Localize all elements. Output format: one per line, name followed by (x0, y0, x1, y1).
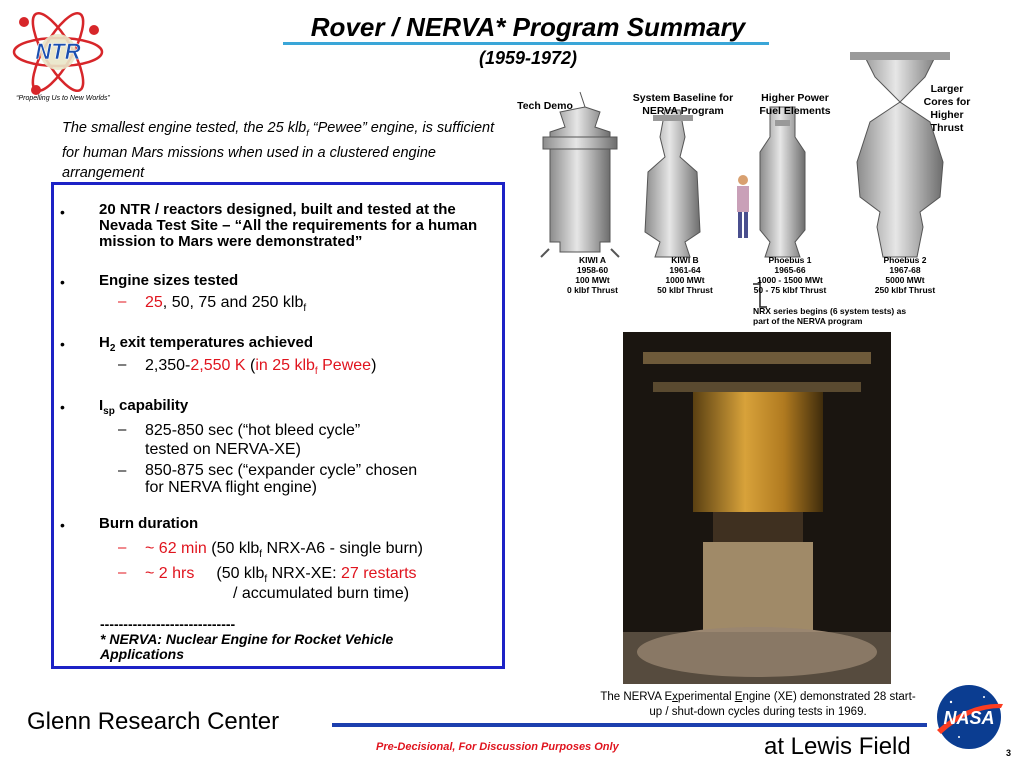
burn-b: NRX-A6 - single burn) (262, 540, 424, 557)
sub-dash: – (118, 421, 127, 438)
cap-kiwi-a (555, 255, 630, 295)
bullet-reactors: 20 NTR / reactors designed, built and tested at the Nevada Test Site – “All the requirements for a human mission to Mars were demonstrated” (99, 201, 478, 250)
phoebus2-power: 5000 MWt (885, 275, 925, 285)
cap-b: perimental (677, 691, 735, 703)
kiwi-b-drawing (645, 110, 700, 257)
logo-text: NTR (35, 39, 81, 64)
photo-caption (596, 690, 920, 720)
person-scale-figure (737, 175, 749, 238)
temp-red: 2,550 K (190, 357, 246, 374)
kiwi-b-thrust: 50 klbf Thrust (657, 285, 713, 295)
slide-subtitle: (1959-1972) (478, 48, 578, 68)
h-char: H (99, 334, 110, 351)
cap-kiwi-b (645, 255, 725, 295)
cap-u2: E (734, 691, 743, 703)
engine-evolution-figure (505, 52, 975, 327)
kiwi-a-drawing (541, 92, 619, 257)
sub-temps (145, 356, 505, 381)
burn-f: f (259, 549, 263, 561)
phoebus2-thrust: 250 klbf Thrust (874, 285, 936, 295)
dash-separator: ----------------------------- (100, 616, 236, 632)
phoebus-1-drawing (760, 107, 805, 257)
phoebus1-power: 1000 - 1500 MWt (757, 275, 823, 285)
footer-disclaimer: Pre-Decisional, For Discussion Purposes Only (376, 741, 619, 753)
phoebus1-name: Phoebus 1 (768, 255, 812, 265)
slide-title: Rover / NERVA* Program Summary (310, 12, 746, 42)
page-number: 3 (1006, 748, 1012, 758)
sub-burn-accum: / accumulated burn time) (233, 585, 410, 602)
phoebus2-years: 1967-68 (889, 265, 921, 275)
bullet-dot: • (60, 399, 65, 415)
burn2-f: f (264, 574, 268, 586)
burn-a: (50 klb (206, 540, 260, 557)
kiwi-b-name: KIWI B (671, 255, 699, 265)
bullet-engine-sizes: Engine sizes tested (99, 272, 239, 289)
label-higher-power: Higher Power Fuel Elements (759, 92, 831, 117)
temp-red2: in 25 klb (255, 357, 315, 374)
label-larger-cores: Larger Cores for Higher Thrust (923, 83, 971, 134)
kiwi-a-name: KIWI A (578, 255, 607, 265)
caption-part2: “Pewee” engine, is sufficient for human Mars missions when used in a clustered engine arrangement (62, 120, 495, 181)
caption-pewee (62, 118, 502, 183)
sub-dash: – (118, 462, 127, 479)
ntr-logo (8, 2, 108, 102)
cap-c: ngine (XE) demonstrated 28 start-up / shut-down cycles during tests in 1969. (649, 691, 916, 718)
sub-isp-expander: 850-875 sec (“expander cycle” chosen for NERVA flight engine) (145, 462, 418, 496)
burn2-a: (50 klb (216, 565, 265, 582)
kiwi-b-power: 1000 MWt (665, 275, 705, 285)
sub-red-25: 25 (145, 294, 163, 311)
caption-part1: The smallest engine tested, the 25 klb (62, 120, 307, 136)
title-underline (283, 42, 769, 45)
phoebus2-name: Phoebus 2 (883, 255, 927, 265)
h2-rest: exit temperatures achieved (115, 334, 313, 351)
cap-phoebus-1 (745, 255, 835, 295)
phoebus1-thrust: 50 - 75 klbf Thrust (753, 285, 827, 295)
bullet-dot: • (60, 274, 65, 290)
isp-rest: capability (114, 397, 189, 414)
sub-dash: – (118, 539, 127, 556)
nasa-logo (929, 682, 1009, 752)
bullet-burn-duration: Burn duration (99, 515, 199, 532)
nasa-logo-text: NASA (943, 708, 995, 728)
cap-u1: x (672, 691, 678, 703)
cap-phoebus-2 (865, 255, 945, 295)
sub-f: f (303, 303, 307, 315)
bullet-dot: • (60, 336, 65, 352)
cap-a: The NERVA E (600, 691, 673, 703)
temp-pewee: Pewee (317, 357, 372, 374)
sub-engine-sizes (145, 293, 495, 318)
label-system-baseline: System Baseline for NERVA Program (632, 92, 734, 117)
sub-dash: – (118, 564, 127, 581)
sub-dash: – (118, 293, 127, 310)
sub-dash: – (118, 356, 127, 373)
bullet-isp (99, 398, 499, 420)
footer-lewis-field: at Lewis Field (764, 733, 911, 760)
nerva-xe-photo (623, 332, 891, 684)
bullet-dot: • (60, 204, 65, 220)
burn-red-62: ~ 62 min (145, 540, 207, 557)
temp-a: 2,350- (145, 357, 191, 374)
temp-f: f (314, 366, 318, 378)
burn-red-2hrs: ~ 2 hrs (145, 565, 195, 582)
kiwi-a-years: 1958-60 (576, 265, 609, 275)
sub-2: 2 (109, 343, 116, 354)
footer-glenn: Glenn Research Center (27, 708, 280, 735)
burn2-b: NRX-XE: (267, 565, 341, 582)
i-char: I (99, 397, 104, 414)
temp-c: ) (371, 357, 377, 374)
burn2-restarts: 27 restarts (340, 565, 417, 582)
caption-sub: f (306, 127, 309, 138)
sub-isp-hot-bleed: 825-850 sec (“hot bleed cycle” tested on NERVA-XE) (145, 422, 361, 458)
footer-rule (332, 723, 927, 727)
kiwi-b-years: 1961-64 (669, 265, 701, 275)
nrx-note: NRX series begins (6 system tests) as part of the NERVA program (753, 306, 907, 326)
sub-sizes-rest: , 50, 75 and 250 klb (162, 294, 304, 311)
phoebus1-years: 1965-66 (774, 265, 806, 275)
bullet-dot: • (60, 517, 65, 533)
nerva-xe-photo-illustration (623, 332, 891, 684)
temp-b: ( (245, 357, 256, 374)
bullet-h2-temps (99, 335, 499, 357)
kiwi-a-power: 100 MWt (575, 275, 610, 285)
nerva-footnote: * NERVA: Nuclear Engine for Rocket Vehicle Applications (100, 631, 394, 662)
sub-burn-62min (145, 539, 505, 564)
logo-tagline: “Propelling Us to New Worlds” (16, 95, 110, 102)
label-tech-demo: Tech Demo (517, 100, 573, 112)
kiwi-a-thrust: 0 klbf Thrust (566, 285, 618, 295)
sp-sub: sp (103, 406, 115, 417)
